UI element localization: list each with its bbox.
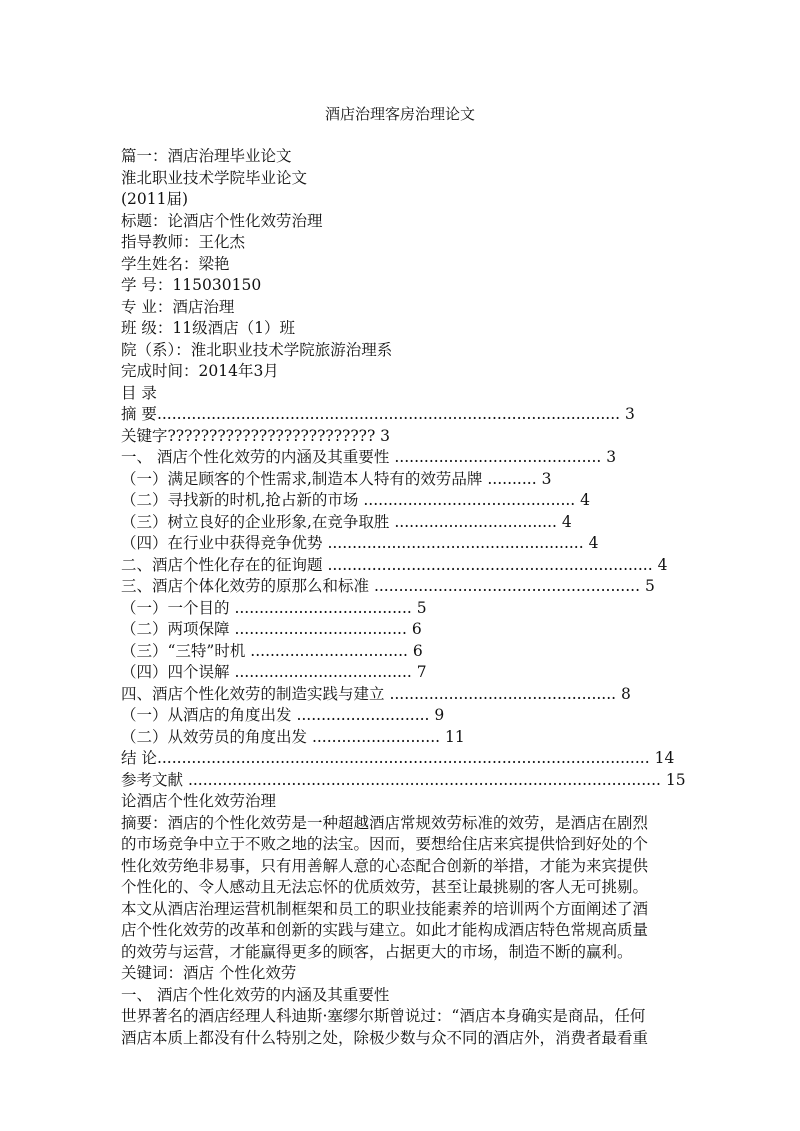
toc-entry[interactable] xyxy=(121,641,681,663)
paragraph-line: 酒店本质上都没有什么特别之处，除极少数与众不同的酒店外，消费者最看重 xyxy=(121,1028,649,1047)
toc-leader: .......................... xyxy=(307,727,441,746)
toc-entry-text: （四）在行业中获得竞争优势 xyxy=(121,534,323,552)
toc-entry[interactable] xyxy=(121,705,681,727)
toc-leader: ...................................................... xyxy=(369,577,641,595)
toc-entry[interactable] xyxy=(121,533,681,555)
document-content xyxy=(121,146,686,1049)
table-of-contents xyxy=(121,404,686,791)
toc-entry-text: 一、 酒店个性化效劳的内涵及其重要性 xyxy=(121,448,390,466)
toc-entry[interactable] xyxy=(121,512,681,534)
toc-heading: 目 录 xyxy=(121,383,157,402)
section-heading: 一、 酒店个性化效劳的内涵及其重要性 xyxy=(121,985,390,1004)
student-name-line: 学生姓名：梁艳 xyxy=(121,254,230,273)
toc-entry-text: 二、酒店个性化存在的征询题 xyxy=(121,555,323,574)
toc-entry[interactable] xyxy=(121,662,681,684)
toc-entry-text: （二）两项保障 xyxy=(121,620,230,638)
toc-entry-text: 结 论 xyxy=(121,749,157,767)
toc-leader: .................................... xyxy=(229,663,412,681)
toc-page-number: 11 xyxy=(444,727,465,746)
toc-leader: .................................... xyxy=(229,598,412,617)
toc-page-number: 14 xyxy=(654,749,675,767)
abstract-line: 摘要：酒店的个性化效劳是一种超越酒店常规效劳标准的效劳，是酒店在剧烈 xyxy=(121,813,649,832)
toc-leader: ................................... xyxy=(229,620,407,638)
toc-entry-text: （三）“三特”时机 xyxy=(121,641,246,660)
toc-page-number: 3 xyxy=(625,405,635,423)
class-year-line: (2011届) xyxy=(121,190,189,208)
paragraph-line: 世界著名的酒店经理人科迪斯·塞缪尔斯曾说过：“酒店本身确实是商品，任何 xyxy=(121,1007,646,1025)
toc-leader: .............................................................................................. xyxy=(156,405,621,423)
department-line: 院（系）：淮北职业技术学院旅游治理系 xyxy=(121,340,393,359)
toc-entry[interactable] xyxy=(121,770,686,792)
toc-leader: .......................................... xyxy=(389,448,602,466)
toc-entry-text: （一）从酒店的角度出发 xyxy=(121,706,292,724)
toc-leader: ................................. xyxy=(389,512,557,531)
toc-entry-text: （四）四个误解 xyxy=(121,663,230,681)
toc-entry-text: 四、酒店个性化效劳的制造实践与建立 xyxy=(121,684,385,703)
school-line: 淮北职业技术学院毕业论文 xyxy=(121,168,308,187)
toc-leader: .................................................... xyxy=(322,534,584,552)
toc-entry[interactable] xyxy=(121,404,681,426)
toc-entry-text: 参考文献 xyxy=(121,770,184,789)
series-line: 篇一：酒店治理毕业论文 xyxy=(121,147,292,165)
keywords-line: 关键词：酒店 个性化效劳 xyxy=(121,964,297,982)
toc-page-number: 8 xyxy=(621,684,631,703)
toc-entry-text: （二）寻找新的时机,抢占新的市场 xyxy=(121,491,359,509)
toc-page-number: 4 xyxy=(588,534,599,552)
abstract-line: 本文从酒店治理运营机制框架和员工的职业技能素养的培训两个方面阐述了酒 xyxy=(121,899,649,918)
toc-page-number: 7 xyxy=(416,663,427,681)
toc-entry[interactable] xyxy=(121,469,681,491)
toc-page-number: 4 xyxy=(561,512,572,531)
toc-entry[interactable] xyxy=(121,555,681,577)
toc-page-number: 3 xyxy=(606,448,617,466)
advisor-line: 指导教师：王化杰 xyxy=(121,233,246,251)
completion-date-line: 完成时间：2014年3月 xyxy=(121,362,279,380)
toc-page-number: 9 xyxy=(434,706,445,724)
toc-entry-text: 三、酒店个体化效劳的原那么和标准 xyxy=(121,577,370,595)
document-title: 酒店治理客房治理论文 xyxy=(324,105,475,123)
student-id-line: 学 号：115030150 xyxy=(121,276,262,294)
toc-entry[interactable] xyxy=(121,426,681,448)
toc-page-number: 5 xyxy=(644,577,655,595)
toc-entry[interactable] xyxy=(121,598,681,620)
toc-page-number: 4 xyxy=(657,555,668,574)
toc-entry-text: （三）树立良好的企业形象,在竞争取胜 xyxy=(121,512,390,531)
toc-entry-text: （二）从效劳员的角度出发 xyxy=(121,727,308,746)
class-line: 班 级：11级酒店（1）班 xyxy=(121,319,296,337)
toc-leader: ................................................................................................ xyxy=(183,770,661,789)
toc-leader: .................................................................. xyxy=(322,555,653,574)
body-text xyxy=(121,791,681,1049)
toc-entry[interactable] xyxy=(121,684,681,706)
toc-leader: ........................................... xyxy=(358,491,576,509)
toc-entry-text: 关键字????????????????????????? 3 xyxy=(121,426,391,445)
abstract-line: 性化效劳绝非易事，只有用善解人意的心态配合创新的举措，才能为来宾提供 xyxy=(121,856,649,875)
toc-page-number: 6 xyxy=(411,620,422,638)
toc-page-number: 6 xyxy=(412,641,423,660)
toc-leader: .............................................. xyxy=(384,684,617,703)
header-block xyxy=(121,146,681,404)
toc-entry[interactable] xyxy=(121,447,681,469)
toc-entry-text: （一）一个目的 xyxy=(121,598,230,617)
toc-page-number: 15 xyxy=(665,770,686,789)
toc-entry[interactable] xyxy=(121,619,681,641)
toc-leader: ................................ xyxy=(245,641,408,660)
abstract-line: 个性化的、令人感动且无法忘怀的优质效劳，甚至让最挑剔的客人无可挑剔。 xyxy=(121,878,649,896)
toc-entry-text: 摘 要 xyxy=(121,405,157,423)
abstract-line: 的市场竞争中立于不败之地的法宝。因而，要想给住店来宾提供恰到好处的个 xyxy=(121,835,649,853)
toc-leader: ........................... xyxy=(291,706,430,724)
toc-page-number: 5 xyxy=(416,598,427,617)
toc-leader: .................................................................................................... xyxy=(156,749,650,767)
body-heading: 论酒店个性化效劳治理 xyxy=(121,792,277,810)
major-line: 专 业：酒店治理 xyxy=(121,297,235,316)
abstract-line: 店个性化效劳的改革和创新的实践与建立。如此才能构成酒店特色常规高质量 xyxy=(121,921,649,939)
toc-page-number: 4 xyxy=(580,491,591,509)
toc-entry[interactable] xyxy=(121,727,681,749)
toc-entry[interactable] xyxy=(121,490,681,512)
toc-entry-text: （一）满足顾客的个性需求,制造本人特有的效劳品牌 xyxy=(121,469,483,488)
abstract-line: 的效劳与运营，才能赢得更多的顾客，占据更大的市场，制造不断的赢利。 xyxy=(121,942,633,961)
toc-leader: .......... xyxy=(482,469,537,488)
thesis-title-line: 标题：论酒店个性化效劳治理 xyxy=(121,211,323,230)
toc-page-number: 3 xyxy=(541,469,552,488)
toc-entry[interactable] xyxy=(121,576,681,598)
toc-entry[interactable] xyxy=(121,748,681,770)
